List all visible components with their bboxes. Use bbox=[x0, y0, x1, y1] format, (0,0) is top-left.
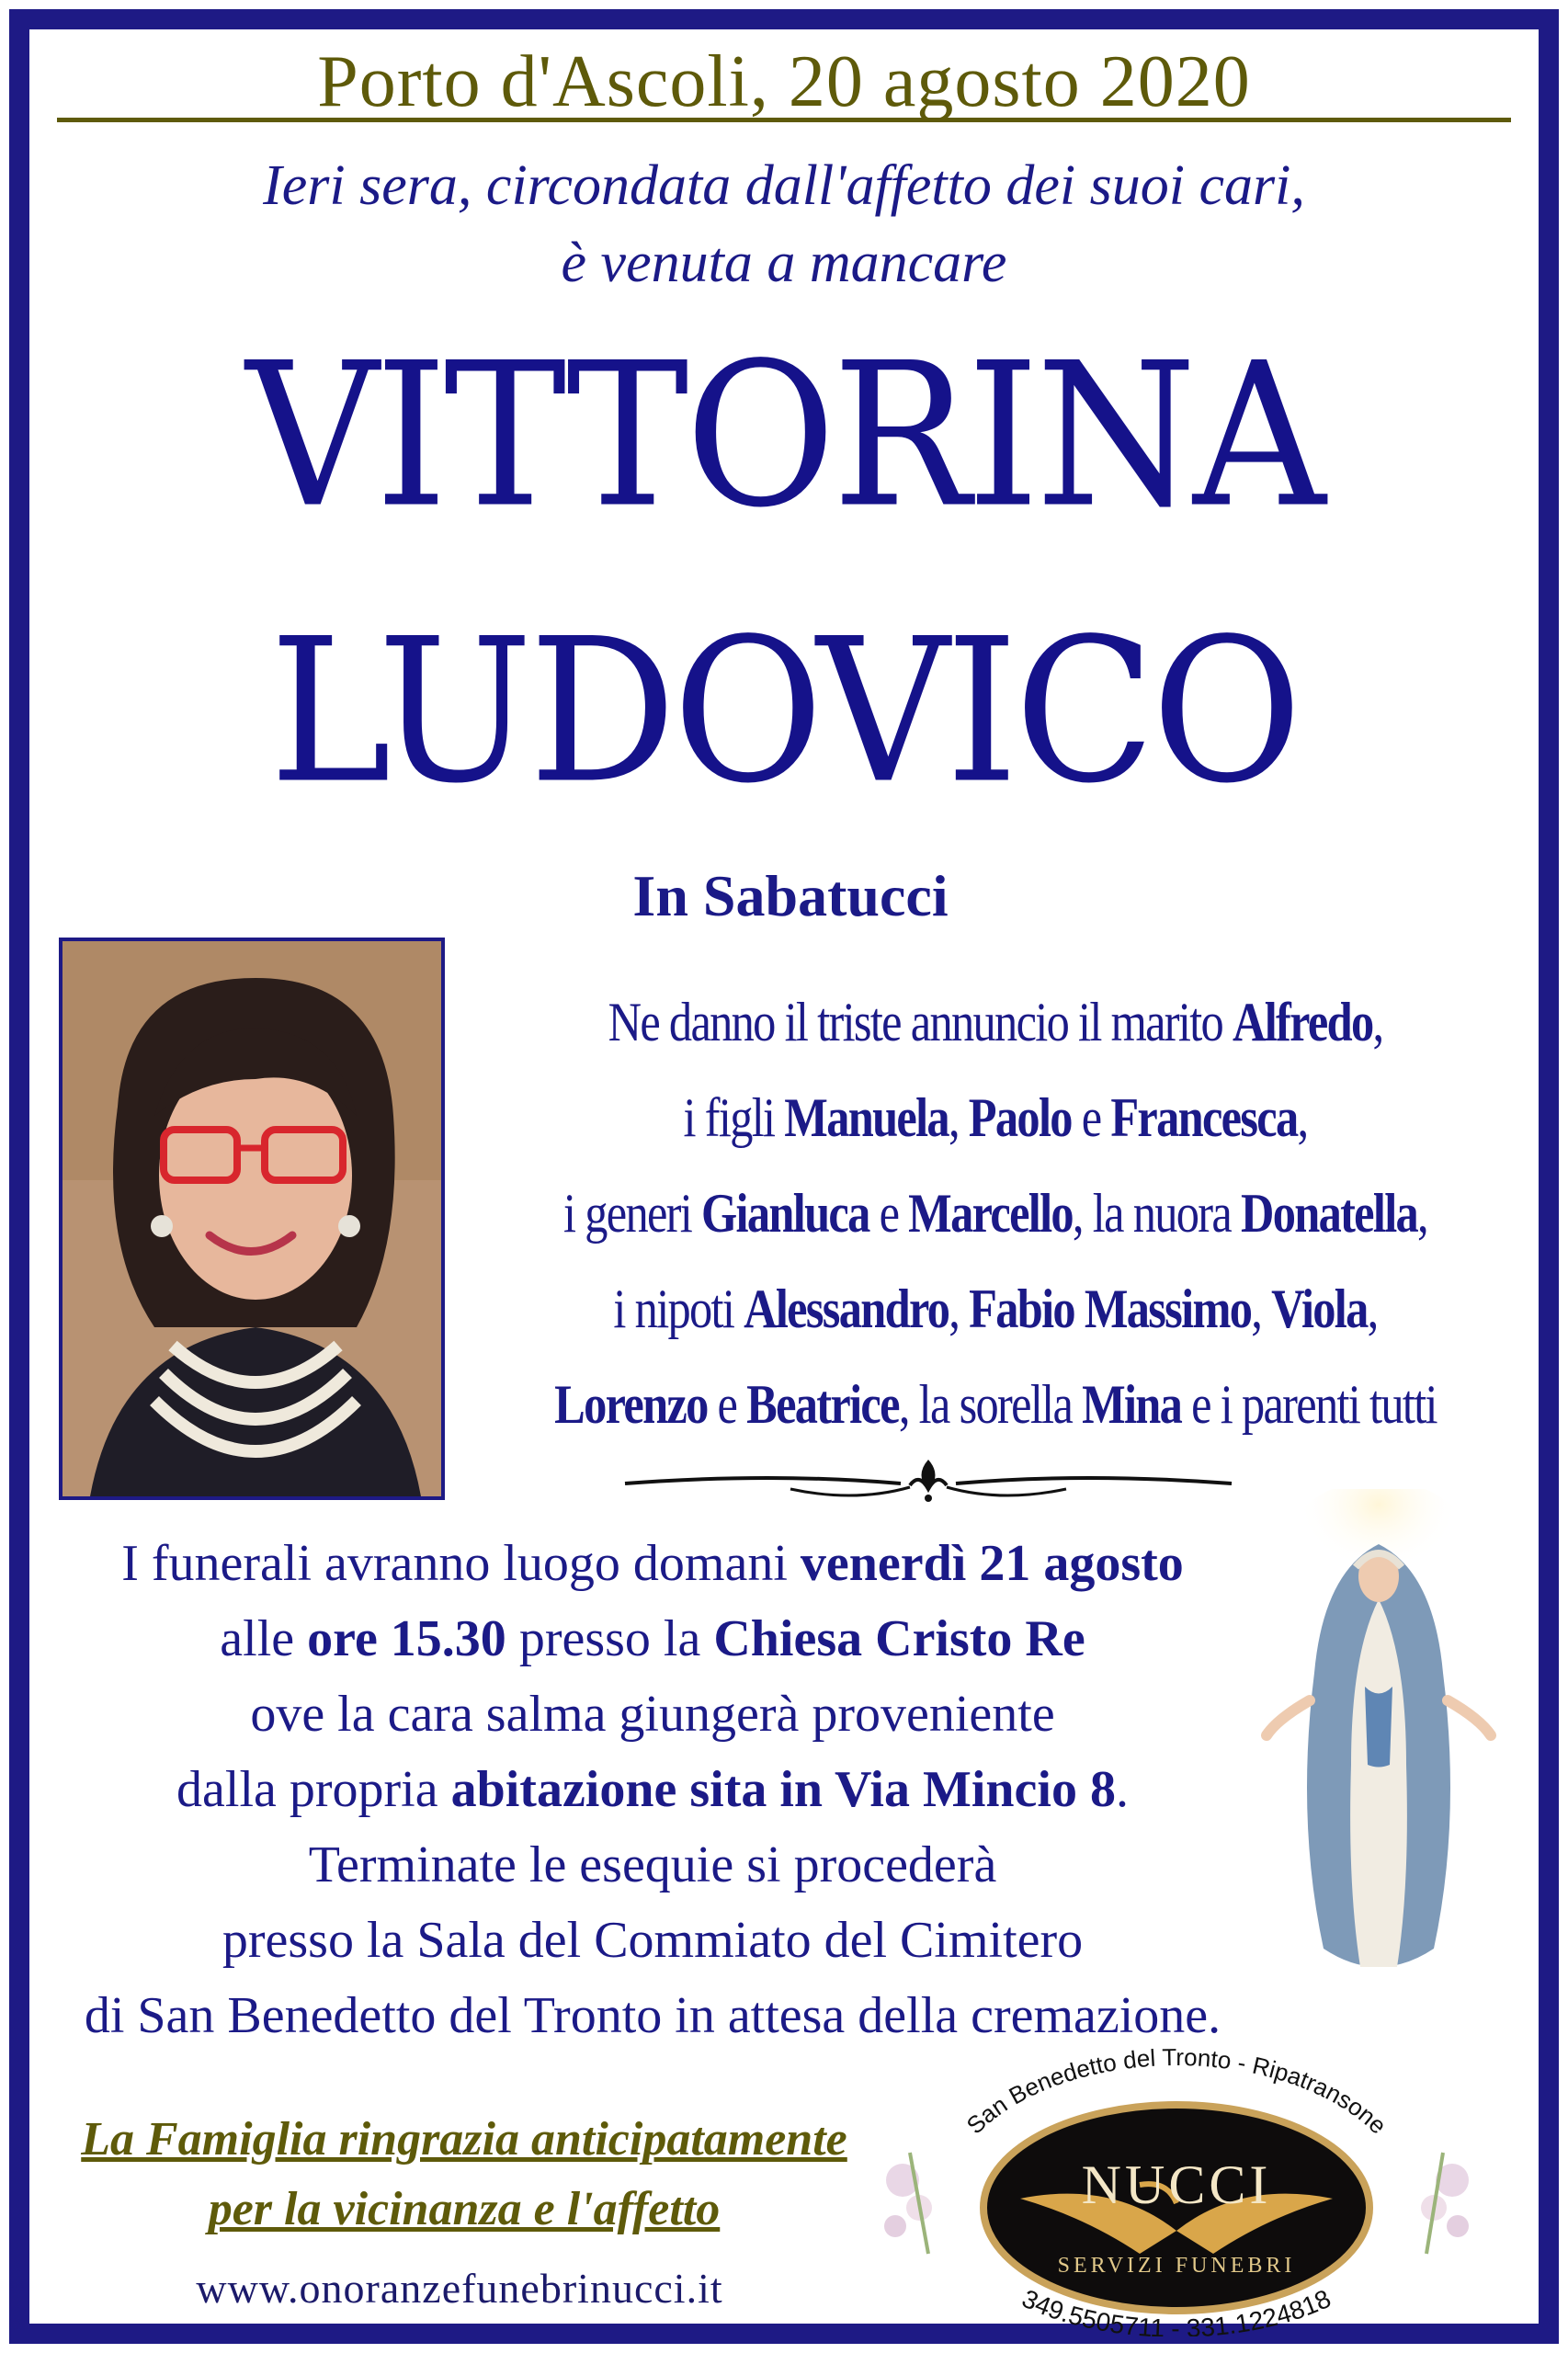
announcement-line-3: i generi Gianluca e Marcello, la nuora Donatella, bbox=[563, 1183, 1427, 1244]
married-name: In Sabatucci bbox=[632, 863, 949, 928]
funeral-line-5: Terminate le esequie si procederà bbox=[308, 1836, 997, 1893]
logo-subtitle: SERVIZI FUNEBRI bbox=[1057, 2254, 1296, 2278]
intro-line-1: Ieri sera, circondata dall'affetto dei suoi cari, bbox=[263, 154, 1305, 217]
nucci-logo bbox=[864, 2042, 1489, 2336]
heading-underline bbox=[57, 118, 1511, 122]
portrait-photo bbox=[59, 938, 445, 1500]
logo-arc-text: San Benedetto del Tronto - Ripatransone bbox=[960, 2042, 1392, 2140]
website-link[interactable]: www.onoranzefunebrinucci.it bbox=[196, 2265, 723, 2312]
intro-text bbox=[55, 147, 1513, 301]
place-date-heading: Porto d'Ascoli, 20 agosto 2020 bbox=[317, 41, 1251, 122]
portrait-illustration bbox=[62, 941, 441, 1496]
funeral-line-3: ove la cara salma giungerà proveniente bbox=[250, 1686, 1055, 1743]
funeral-line-1: I funerali avranno luogo domani venerdì 21 agosto bbox=[121, 1535, 1184, 1592]
funeral-line-2: alle ore 15.30 presso la Chiesa Cristo Re bbox=[220, 1610, 1085, 1667]
logo-brand: NUCCI bbox=[1081, 2154, 1272, 2215]
deceased-first-name: VITTORINA bbox=[245, 320, 1323, 552]
flower-left-icon bbox=[884, 2153, 932, 2254]
announcement-line-2: i figli Manuela, Paolo e Francesca, bbox=[683, 1087, 1308, 1148]
ornament-divider bbox=[607, 1452, 1250, 1507]
funeral-line-7: di San Benedetto del Tronto in attesa della cremazione. bbox=[84, 1987, 1221, 2044]
intro-line-2: è venuta a mancare bbox=[561, 232, 1007, 294]
thanks-line-1: La Famiglia ringrazia anticipatamente bbox=[81, 2113, 847, 2165]
funeral-line-4: dalla propria abitazione sita in Via Mincio 8. bbox=[176, 1761, 1129, 1818]
announcement-line-4: i nipoti Alessandro, Fabio Massimo, Viola, bbox=[613, 1279, 1378, 1339]
thanks-line-2: per la vicinanza e l'affetto bbox=[208, 2183, 721, 2235]
announcement-line-1: Ne danno il triste annuncio il marito Alfredo, bbox=[608, 992, 1383, 1052]
family-thanks bbox=[64, 2105, 864, 2245]
madonna-image bbox=[1259, 1489, 1498, 2004]
logo-phones: 349.5505711 - 331.1224818 bbox=[1017, 2283, 1335, 2336]
deceased-last-name: LUDOVICO bbox=[269, 596, 1299, 828]
announcement-text bbox=[529, 974, 1460, 1452]
flower-right-icon bbox=[1421, 2153, 1469, 2254]
funeral-line-6: presso la Sala del Commiato del Cimitero bbox=[222, 1912, 1084, 1969]
funeral-details bbox=[55, 1526, 1250, 2053]
announcement-line-5: Lorenzo e Beatrice, la sorella Mina e i parenti tutti bbox=[554, 1374, 1437, 1435]
